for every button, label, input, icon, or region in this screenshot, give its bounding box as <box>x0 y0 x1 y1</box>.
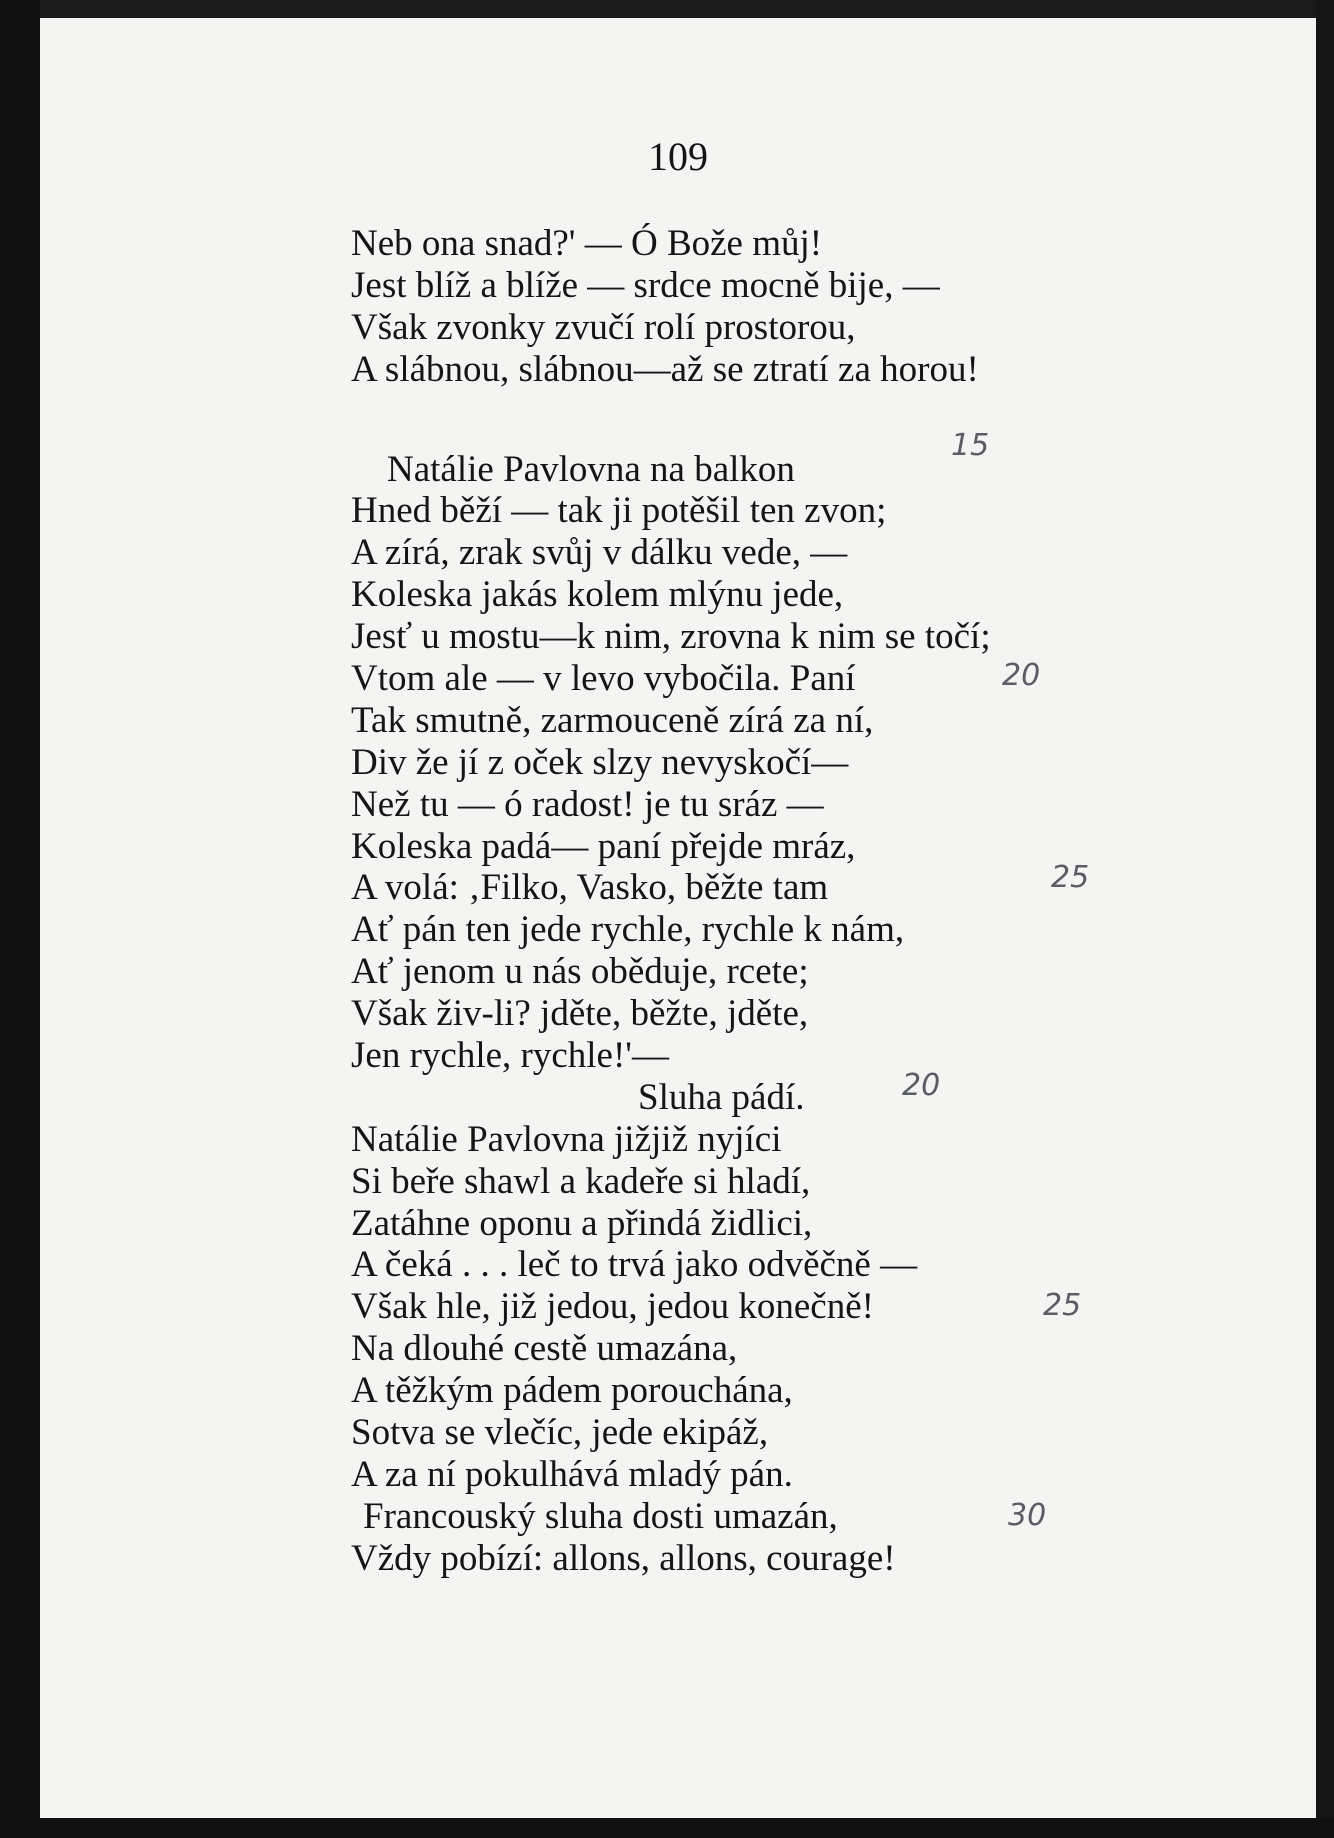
poem-line: Však živ-li? jděte, běžte, jděte, <box>351 993 809 1035</box>
margin-mark: 25 <box>1051 860 1090 895</box>
poem-line: Natálie Pavlovna jižjiž nyjíci <box>351 1118 782 1160</box>
poem-text <box>351 223 991 1580</box>
poem-line: Však zvonky zvučí rolí prostorou, <box>351 306 856 348</box>
scan-edge-bottom <box>0 1818 1334 1838</box>
poem-line: A volá: ‚Filko, Vasko, běžte tam <box>351 867 829 909</box>
poem-line: Div že jí z oček slzy nevyskočí— <box>351 741 849 783</box>
poem-line: A zírá, zrak svůj v dálku vede, — <box>351 532 848 574</box>
poem-line: Tak smutně, zarmouceně zírá za ní, <box>351 699 874 741</box>
scan-edge-left <box>0 0 40 1838</box>
poem-line: Koleska jakás kolem mlýnu jede, <box>351 574 844 616</box>
poem-line: Ať pán ten jede rychle, rychle k nám, <box>351 909 905 951</box>
margin-mark: 15 <box>951 428 990 463</box>
book-page <box>40 18 1316 1818</box>
margin-mark: 20 <box>1002 658 1041 693</box>
poem-line: A těžkým pádem porouchána, <box>351 1370 793 1412</box>
poem-line: Jest blíž a blíže — srdce mocně bije, — <box>351 264 940 306</box>
poem-line: Jen rychle, rychle!'— <box>351 1035 669 1077</box>
poem-line: Zatáhne oponu a přindá židlici, <box>351 1202 813 1244</box>
poem-line: Neb ona snad?' — Ó Bože můj! <box>351 223 823 264</box>
poem-line: Ať jenom u nás oběduje, rcete; <box>351 951 809 993</box>
poem-line: Sluha pádí. <box>638 1076 805 1118</box>
margin-mark: 30 <box>1008 1498 1047 1533</box>
margin-mark: 20 <box>902 1068 941 1103</box>
poem-line: Než tu — ó radost! je tu sráz — <box>351 783 824 825</box>
poem-line: Vždy pobízí: allons, allons, courage! <box>351 1537 896 1579</box>
margin-mark: 25 <box>1043 1288 1082 1323</box>
poem-line: Na dlouhé cestě umazána, <box>351 1328 738 1370</box>
poem-line: Však hle, již jedou, jedou konečně! <box>351 1286 874 1328</box>
poem-line: A čeká . . . leč to trvá jako odvěčně — <box>351 1244 918 1286</box>
poem-line: Si beře shawl a kadeře si hladí, <box>351 1160 811 1202</box>
scan-edge-right <box>1316 0 1334 1838</box>
poem-line: Jesť u mostu—k nim, zrovna k nim se točí; <box>351 616 991 658</box>
poem-line: Francouský sluha dosti umazán, <box>363 1495 838 1537</box>
poem-line: A slábnou, slábnou—až se ztratí za horou! <box>351 348 979 390</box>
poem-line: Vtom ale — v levo vybočila. Paní <box>351 658 856 700</box>
poem-line: Natálie Pavlovna na balkon <box>387 448 795 490</box>
poem-line: A za ní pokulhává mladý pán. <box>351 1453 793 1495</box>
page-number: 109 <box>648 134 708 179</box>
poem-line: Koleska padá— paní přejde mráz, <box>351 825 856 867</box>
poem-line: Hned běží — tak ji potěšil ten zvon; <box>351 490 887 532</box>
stanza-gap <box>351 391 991 449</box>
poem-line: Sotva se vlečíc, jede ekipáž, <box>351 1412 769 1454</box>
